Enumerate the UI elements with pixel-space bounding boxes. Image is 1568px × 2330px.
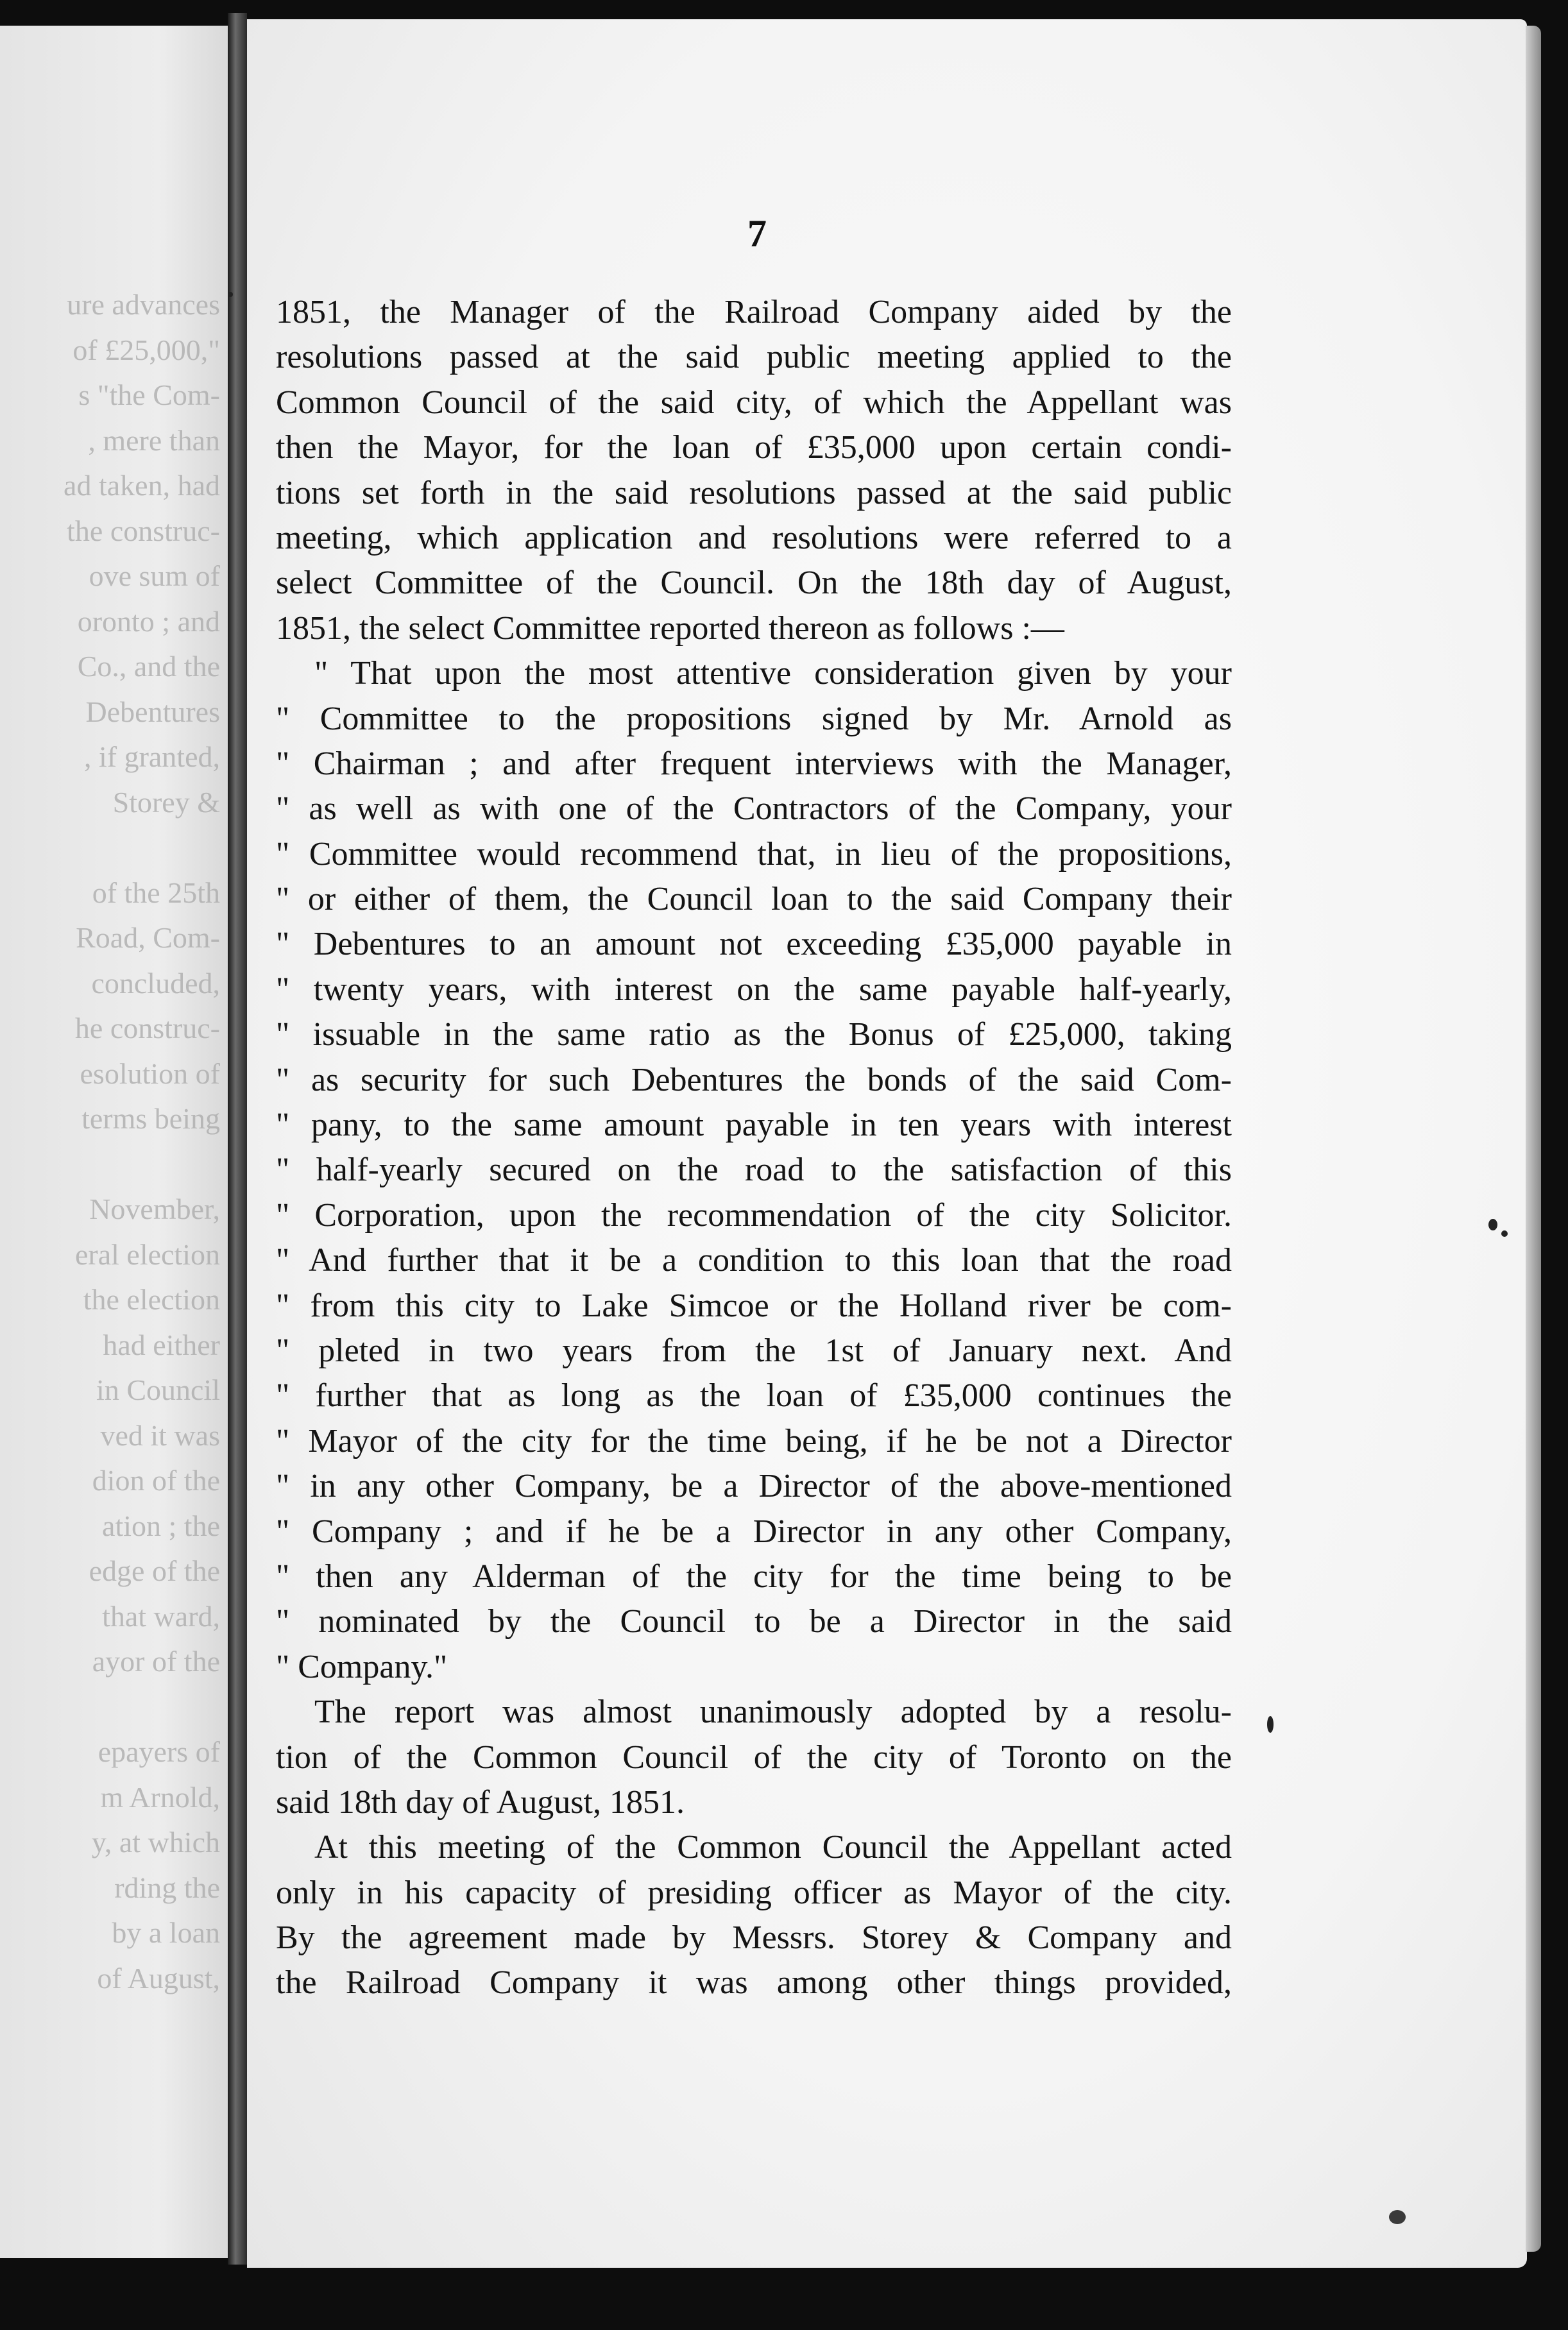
page-number: 7 xyxy=(747,212,767,255)
text-line: " as well as with one of the Contractors of the Company, your xyxy=(276,790,1232,828)
text-line: the Railroad Company it was among other things provided, xyxy=(276,1964,1232,2002)
text-line: tion of the Common Council of the city of Toronto on the xyxy=(276,1739,1232,1776)
scan-speck xyxy=(1488,1219,1497,1230)
scan-speck xyxy=(228,292,233,297)
text-line: " half-yearly secured on the road to the satisfaction of this xyxy=(276,1152,1232,1189)
bleed-line: of the 25th xyxy=(92,876,220,909)
bleed-line: oronto ; and xyxy=(77,604,220,638)
bleed-line: of £25,000," xyxy=(72,333,220,366)
bleed-line: eral election xyxy=(74,1237,220,1271)
bleed-line: Storey & xyxy=(112,785,220,819)
previous-page-bleed-text xyxy=(0,282,220,2001)
bleed-line: ove sum of xyxy=(89,559,220,592)
bleed-line xyxy=(0,1142,220,1187)
text-line: " in any other Company, be a Director of the above-mentioned xyxy=(276,1468,1232,1505)
bleed-line: November, xyxy=(89,1193,220,1225)
text-line: By the agreement made by Messrs. Storey & Company and xyxy=(276,1919,1232,1957)
bleed-line: ure advances xyxy=(67,288,220,321)
text-line: " nominated by the Council to be a Director in the said xyxy=(276,1603,1232,1640)
text-line: " or either of them, the Council loan to the said Company their xyxy=(276,881,1232,918)
bleed-line: the construc- xyxy=(67,514,220,547)
bleed-line: ad taken, had xyxy=(64,469,220,502)
text-line: " Committee to the propositions signed by Mr. Arnold as xyxy=(276,700,1232,737)
text-line: Common Council of the said city, of which the Appellant was xyxy=(276,384,1232,421)
bleed-line xyxy=(0,825,220,871)
text-line: " And further that it be a condition to this loan that the road xyxy=(276,1242,1232,1279)
page-edge xyxy=(1526,26,1541,2252)
bleed-line: epayers of xyxy=(98,1735,220,1768)
text-line: " twenty years, with interest on the same payable half-yearly, xyxy=(276,971,1232,1008)
text-line: At this meeting of the Common Council the Appellant acted xyxy=(314,1829,1232,1866)
text-line: The report was almost unanimously adopted by a resolu- xyxy=(314,1694,1232,1731)
bleed-line: in Council xyxy=(96,1373,220,1406)
text-line: tions set forth in the said resolutions passed at the said public xyxy=(276,474,1232,511)
bleed-line: Debentures xyxy=(85,695,220,728)
text-line: select Committee of the Council. On the 18th day of August, xyxy=(276,565,1232,602)
scan-speck xyxy=(1267,1716,1274,1733)
text-line: " then any Alderman of the city for the time being to be xyxy=(276,1558,1232,1595)
bleed-line: Co., and the xyxy=(77,650,220,683)
bleed-line: dion of the xyxy=(92,1464,220,1497)
bleed-line: concluded, xyxy=(91,966,220,999)
scan-speck xyxy=(1389,2210,1406,2224)
bleed-line: the election xyxy=(83,1283,220,1316)
bleed-line: had either xyxy=(103,1328,220,1361)
previous-page xyxy=(0,26,228,2258)
text-line: meeting, which application and resolutions were referred to a xyxy=(276,519,1232,556)
bleed-line: by a loan xyxy=(112,1916,220,1949)
text-line: " pany, to the same amount payable in ten years with interest xyxy=(276,1107,1232,1144)
bleed-line: ayor of the xyxy=(92,1645,220,1678)
text-line: " That upon the most attentive consideration given by your xyxy=(314,655,1232,692)
bleed-line: y, at which xyxy=(91,1826,220,1858)
text-line: " Debentures to an amount not exceeding £35,000 payable in xyxy=(276,926,1232,963)
text-line: said 18th day of August, 1851. xyxy=(276,1783,685,1821)
bleed-line: , if granted, xyxy=(83,740,220,773)
bleed-line: he construc- xyxy=(74,1012,220,1044)
scan-speck xyxy=(1501,1230,1508,1237)
text-line: only in his capacity of presiding officer as Mayor of the city. xyxy=(276,1874,1232,1911)
bleed-line: of August, xyxy=(97,1961,220,1994)
bleed-line: , mere than xyxy=(88,423,220,457)
text-line: " from this city to Lake Simcoe or the Holland river be com- xyxy=(276,1287,1232,1324)
text-line: " Company ; and if he be a Director in any other Company, xyxy=(276,1513,1232,1550)
text-line: " Company." xyxy=(276,1648,448,1685)
text-line: " as security for such Debentures the bonds of the said Com- xyxy=(276,1061,1232,1098)
bleed-line xyxy=(0,1685,220,1730)
text-line: then the Mayor, for the loan of £35,000 upon certain condi- xyxy=(276,429,1232,466)
text-line: " Mayor of the city for the time being, if he be not a Director xyxy=(276,1422,1232,1459)
text-line: resolutions passed at the said public meeting applied to the xyxy=(276,339,1232,376)
body-text xyxy=(276,290,1232,2006)
bleed-line: that ward, xyxy=(102,1599,220,1633)
bleed-line: edge of the xyxy=(89,1554,220,1587)
text-line: " Committee would recommend that, in lieu of the propositions, xyxy=(276,835,1232,872)
text-line: 1851, the select Committee reported thereon as follows :— xyxy=(276,609,1064,647)
book-gutter xyxy=(228,13,247,2265)
bleed-line: rding the xyxy=(114,1871,220,1904)
text-line: " Corporation, upon the recommendation of the city Solicitor. xyxy=(276,1196,1232,1234)
bleed-line: s "the Com- xyxy=(78,378,220,411)
text-line: " issuable in the same ratio as the Bonus of £25,000, taking xyxy=(276,1016,1232,1053)
bleed-line: Road, Com- xyxy=(76,921,220,954)
text-line: " further that as long as the loan of £35,000 continues the xyxy=(276,1377,1232,1415)
bleed-line: ation ; the xyxy=(102,1509,220,1542)
bleed-line: esolution of xyxy=(80,1057,220,1090)
bleed-line: terms being xyxy=(81,1102,220,1135)
text-line: " Chairman ; and after frequent interviews with the Manager, xyxy=(276,745,1232,782)
text-line: 1851, the Manager of the Railroad Company aided by the xyxy=(276,294,1232,330)
bleed-line: ved it was xyxy=(100,1418,220,1452)
text-line: " pleted in two years from the 1st of January next. And xyxy=(276,1332,1232,1369)
bleed-line: m Arnold, xyxy=(100,1780,220,1814)
